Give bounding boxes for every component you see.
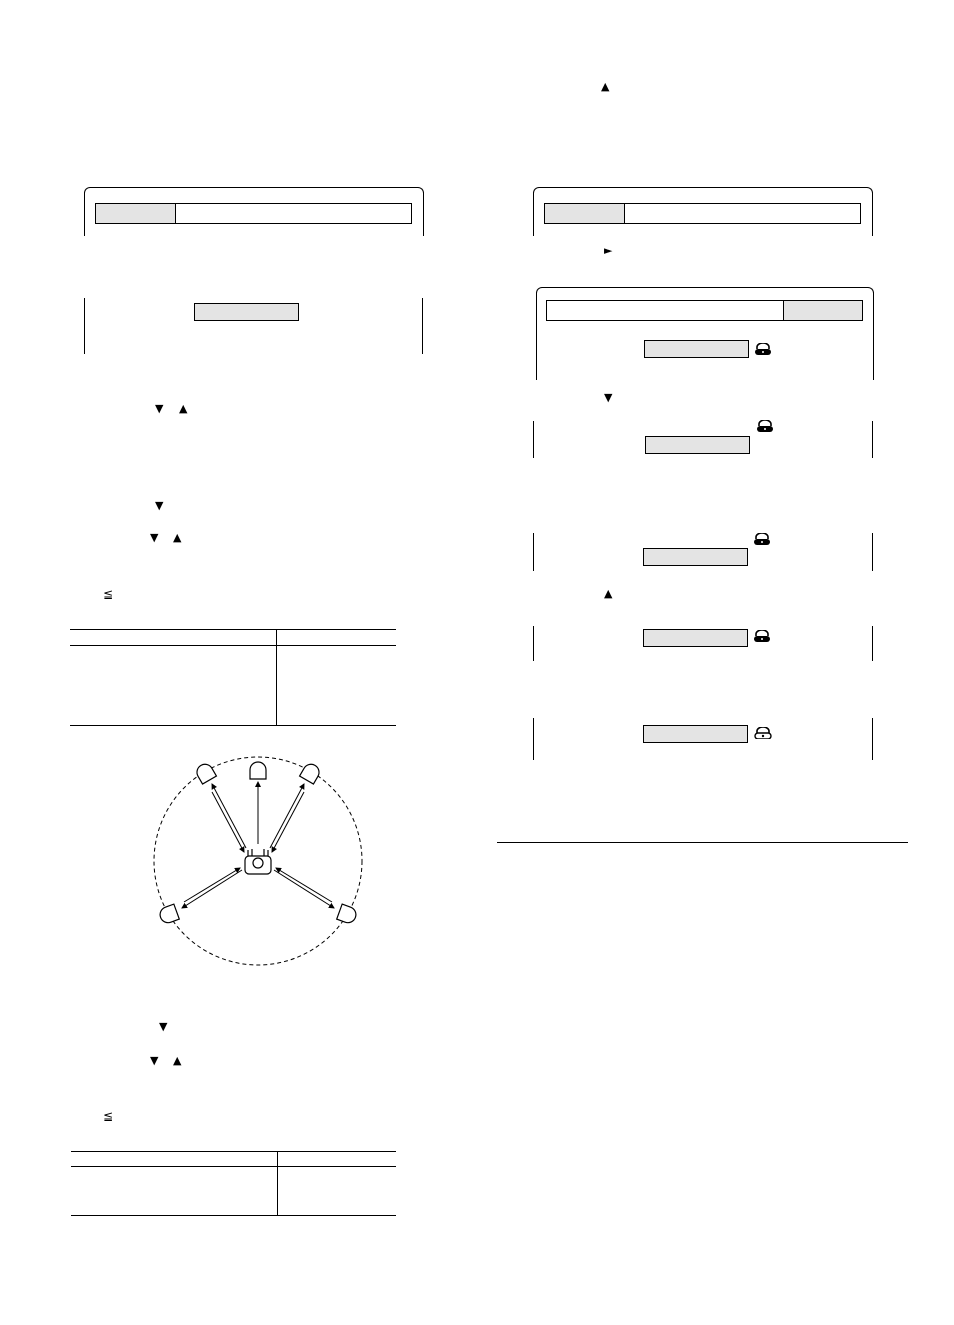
up-triangle-icon: ▲ [604, 587, 613, 600]
right-triangle-icon: ► [604, 244, 613, 257]
down-triangle-icon: ▼ [604, 391, 613, 404]
speaker-icon [250, 762, 266, 779]
display-header-segment [545, 204, 625, 223]
speaker-icon [194, 761, 216, 784]
display-rail-left [533, 718, 534, 760]
listener-icon [245, 849, 271, 874]
up-triangle-icon: ▲ [601, 80, 610, 93]
display-header [544, 203, 861, 224]
table-rule-bottom [71, 1215, 396, 1216]
display-rail-left [533, 626, 534, 661]
down-triangle-icon: ▼ [155, 499, 164, 512]
less-equal-icon: ≦ [103, 587, 114, 601]
display-header [546, 300, 863, 321]
down-triangle-icon: ▼ [155, 402, 164, 415]
display-rail-right [422, 298, 423, 354]
speaker-icon [300, 761, 322, 784]
down-triangle-icon: ▼ [159, 1020, 168, 1033]
display-header-segment [96, 204, 176, 223]
table-rule-header [71, 1166, 396, 1167]
display-field [643, 629, 748, 647]
table-divider [277, 1151, 278, 1215]
display-rail-right [872, 718, 873, 760]
headphone-lock-icon [753, 533, 771, 545]
headphone-lock-icon [756, 420, 774, 432]
display-header [95, 203, 412, 224]
display-field [645, 436, 750, 454]
up-triangle-icon: ▲ [173, 1054, 182, 1067]
table-rule-header [70, 645, 396, 646]
display-rail-right [872, 421, 873, 458]
section-divider [497, 842, 908, 843]
less-equal-icon: ≦ [103, 1109, 114, 1123]
display-field [643, 725, 748, 743]
table-rule-bottom [70, 725, 396, 726]
down-triangle-icon: ▼ [150, 531, 159, 544]
display-rail-right [872, 626, 873, 661]
display-rail-left [533, 533, 534, 571]
display-rail-left [84, 298, 85, 354]
table-rule-top [71, 1151, 396, 1152]
display-header-segment [783, 301, 862, 320]
table-rule-top [70, 629, 396, 630]
table-divider [276, 629, 277, 725]
speaker-icon [158, 904, 179, 925]
headphone-lock-icon [753, 630, 771, 642]
display-field [644, 340, 749, 358]
speaker-icon [337, 904, 358, 925]
headphone-lock-icon [754, 343, 772, 355]
display-rail-right [872, 533, 873, 571]
display-field [194, 303, 299, 321]
speaker-diagram [148, 752, 368, 970]
up-triangle-icon: ▲ [179, 402, 188, 415]
headphone-lock-icon [754, 727, 772, 739]
up-triangle-icon: ▲ [173, 531, 182, 544]
display-field [643, 548, 748, 566]
down-triangle-icon: ▼ [150, 1054, 159, 1067]
display-rail-left [533, 421, 534, 458]
